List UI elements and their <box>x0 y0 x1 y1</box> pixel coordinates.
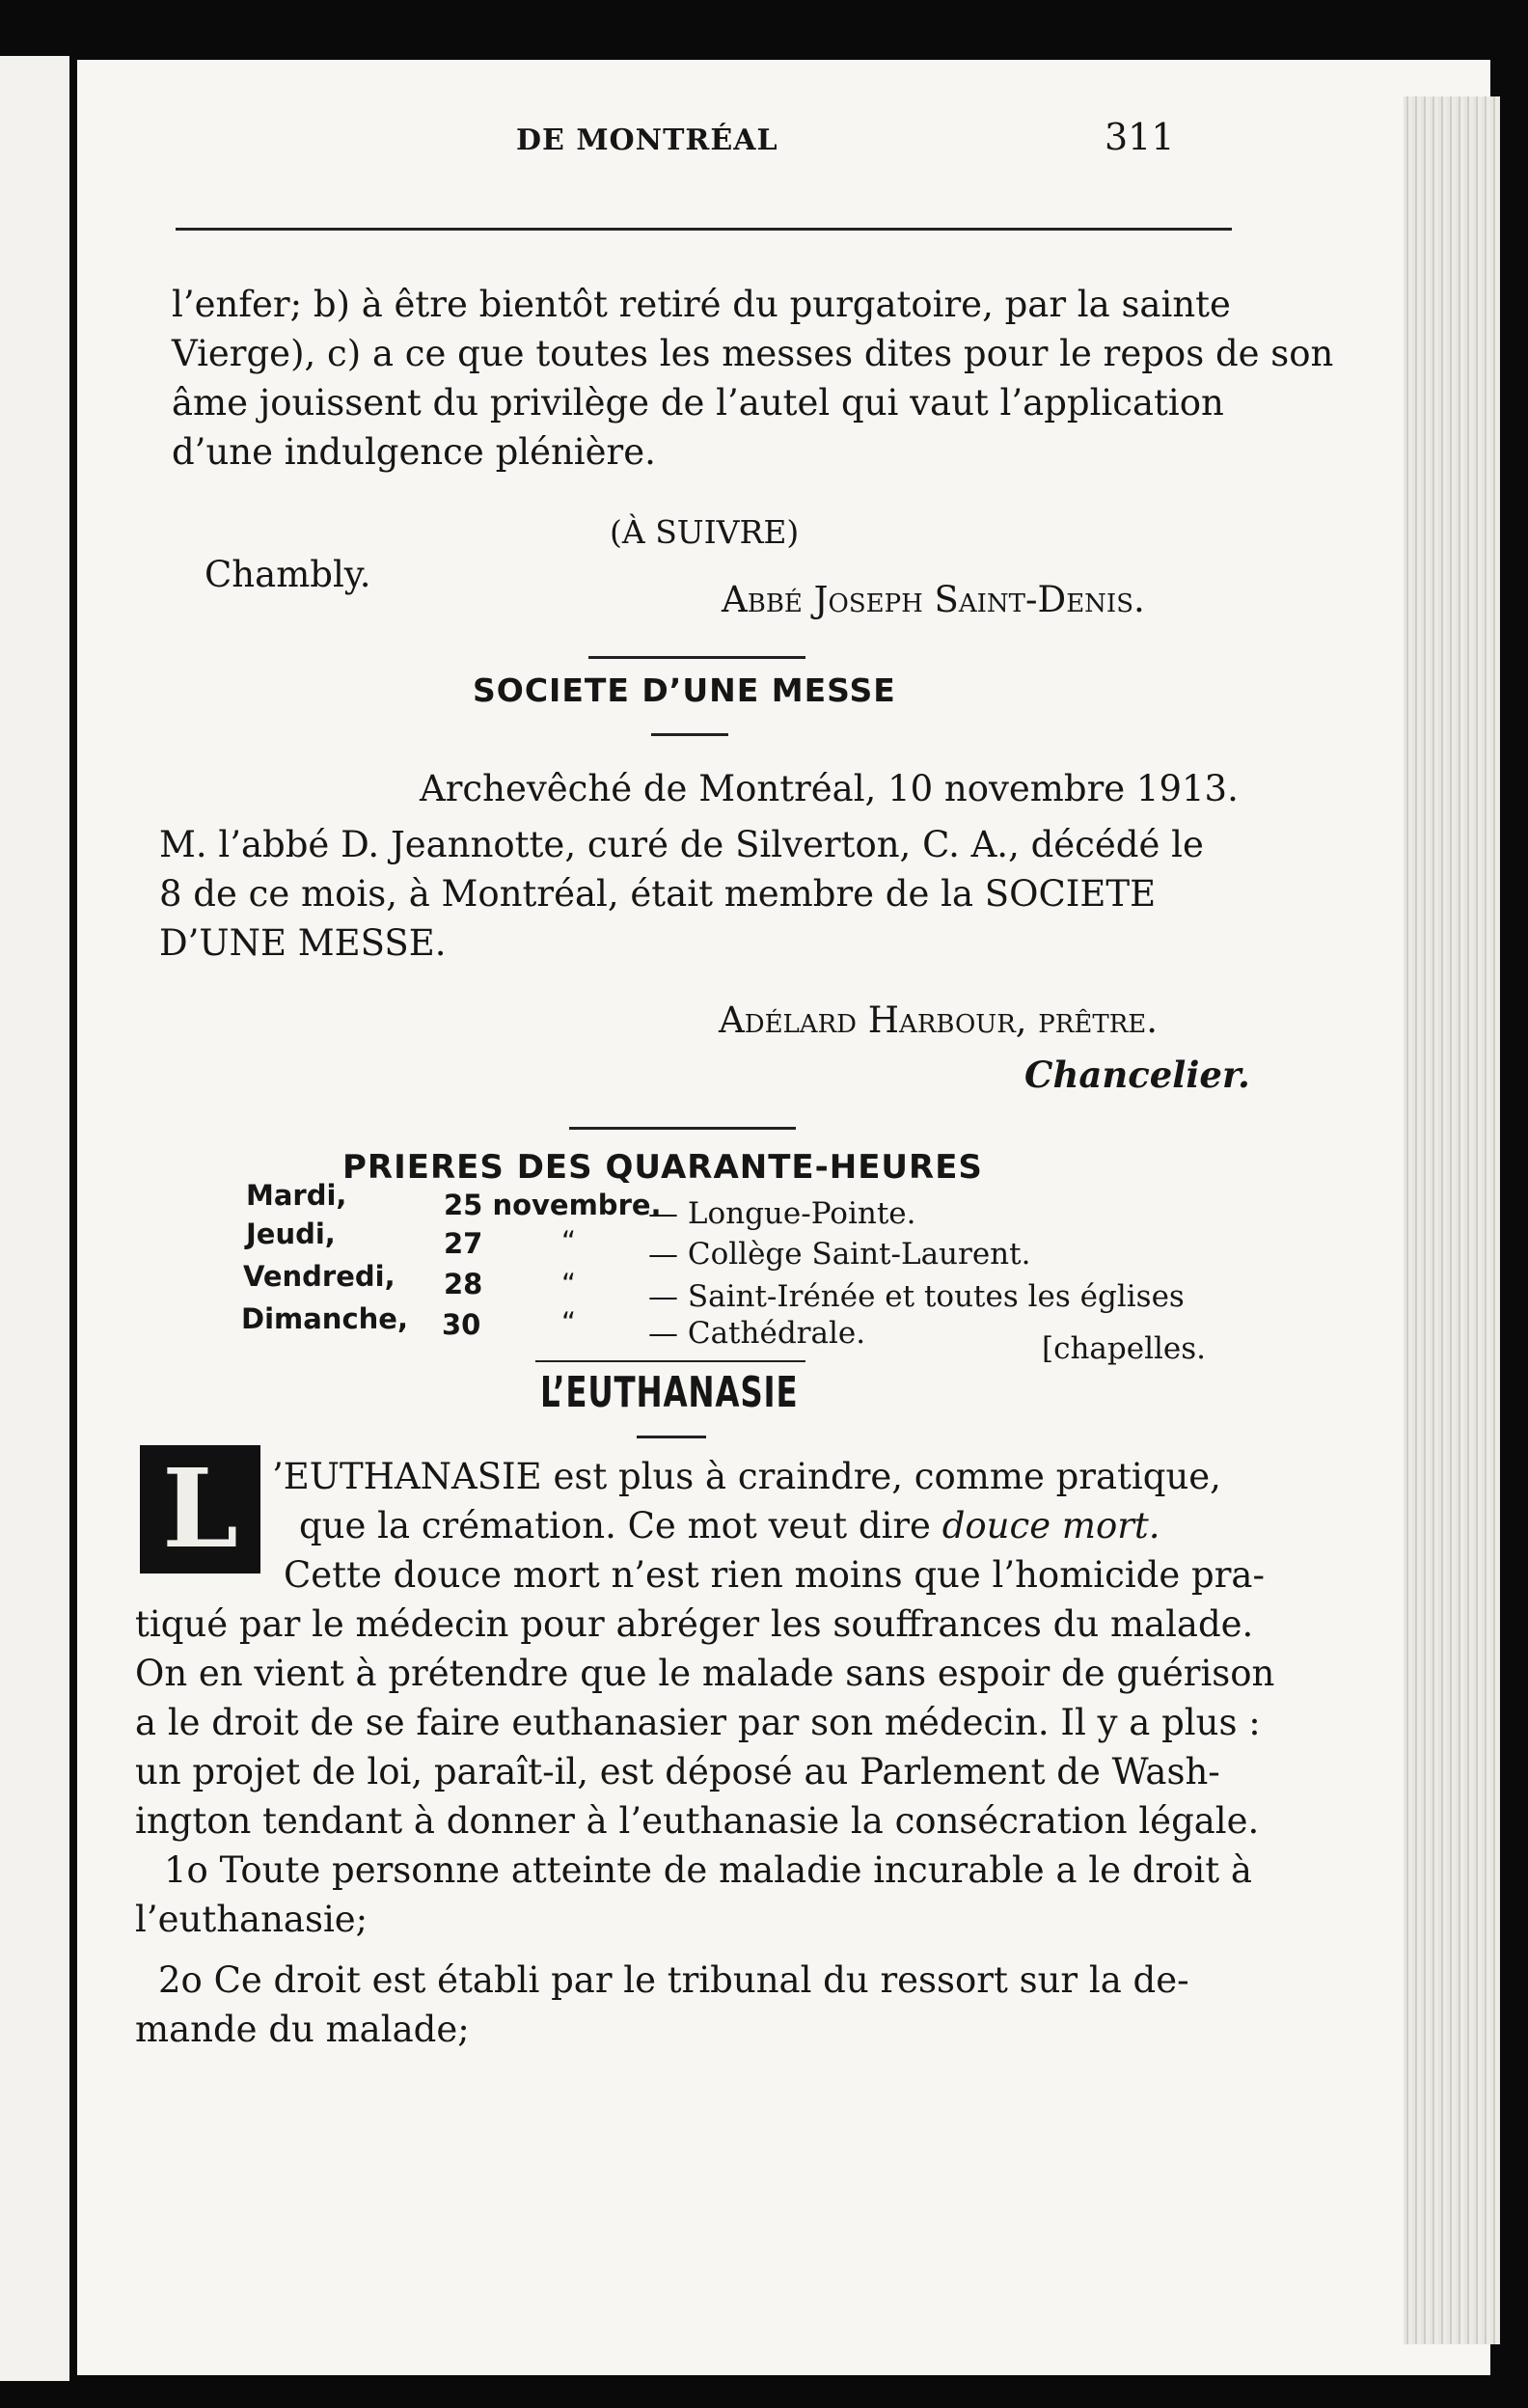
section-heading-euthanasie: L’EUTHANASIE <box>540 1368 799 1417</box>
text-line: ington tendant à donner à l’euthanasie la consécration légale. <box>135 1800 1260 1842</box>
schedule-ditto: “ <box>561 1225 577 1258</box>
text-line: mande du malade; <box>135 2009 470 2050</box>
schedule-place: — Longue-Pointe. <box>648 1196 916 1231</box>
schedule-date: 30 <box>442 1308 481 1341</box>
schedule-date: 25 novembre. <box>444 1189 662 1221</box>
text-line: Vierge), c) a ce que toutes les messes dites pour le repos de son <box>172 333 1334 374</box>
text-line: D’UNE MESSE. <box>159 922 447 964</box>
short-rule <box>651 733 728 736</box>
signature-harbour: Adélard Harbour, prêtre. <box>719 999 1159 1041</box>
page-number: 311 <box>1105 116 1175 158</box>
text-line: 1o Toute personne atteinte de maladie incurable a le droit à <box>164 1849 1252 1891</box>
text-line: a le droit de se faire euthanasier par son médecin. Il y a plus : <box>135 1702 1261 1743</box>
running-header-title: DE MONTRÉAL <box>516 123 778 157</box>
schedule-overflow: [chapelles. <box>1042 1331 1207 1366</box>
schedule-ditto: “ <box>561 1268 577 1300</box>
text-line: l’euthanasie; <box>135 1899 368 1940</box>
text-line: âme jouissent du privilège de l’autel qui vaut l’application <box>172 382 1224 424</box>
place-signoff: Chambly. <box>205 554 371 595</box>
schedule-day: Jeudi, <box>246 1218 336 1250</box>
schedule-day: Mardi, <box>246 1179 347 1212</box>
societe-paragraph <box>159 820 1230 968</box>
text-line: ’EUTHANASIE est plus à craindre, comme pratique, <box>272 1456 1221 1497</box>
text-line: On en vient à prétendre que le malade sans espoir de guérison <box>135 1653 1275 1694</box>
euthanasie-body <box>135 1600 1275 2054</box>
text-segment: que la crémation. Ce mot veut dire <box>299 1505 931 1546</box>
header-rule <box>176 228 1232 231</box>
continuation-paragraph <box>172 280 1334 477</box>
short-rule <box>637 1436 706 1438</box>
section-divider <box>588 656 805 659</box>
text-line: d’une indulgence plénière. <box>172 431 656 473</box>
schedule-day: Vendredi, <box>243 1260 396 1293</box>
text-line: un projet de loi, paraît-il, est déposé au Parlement de Wash- <box>135 1751 1220 1792</box>
schedule-ditto: “ <box>561 1306 577 1339</box>
schedule-place: — Cathédrale. <box>648 1316 866 1351</box>
section-heading-societe: SOCIETE D’UNE MESSE <box>473 671 896 709</box>
text-line: 2o Ce droit est établi par le tribunal du ressort sur la de- <box>158 1959 1189 2001</box>
italic-phrase: douce mort. <box>941 1505 1160 1546</box>
section-heading-prieres: PRIERES DES QUARANTE-HEURES <box>342 1148 983 1187</box>
schedule-date: 27 <box>444 1227 483 1260</box>
text-line <box>272 1501 1198 1550</box>
section-divider <box>535 1360 805 1362</box>
text-line: M. l’abbé D. Jeannotte, curé de Silverton, C. A., décédé le <box>159 824 1204 865</box>
section-divider <box>569 1127 796 1130</box>
drop-cap-letter: L <box>140 1445 260 1573</box>
dateline: Archevêché de Montréal, 10 novembre 1913. <box>420 768 1239 809</box>
author-signature: Abbé Joseph Saint-Denis. <box>722 579 1145 620</box>
schedule-day: Dimanche, <box>241 1302 408 1335</box>
text-line: 8 de ce mois, à Montréal, était membre de la SOCIETE <box>159 873 1157 915</box>
text-line: Cette douce mort n’est rien moins que l’homicide pra- <box>284 1554 1265 1596</box>
schedule-place: — Collège Saint-Laurent. <box>648 1237 1031 1272</box>
text-line: l’enfer; b) à être bientôt retiré du purgatoire, par la sainte <box>172 284 1231 325</box>
text-line: tiqué par le médecin pour abréger les souffrances du malade. <box>135 1603 1254 1645</box>
schedule-date: 28 <box>444 1268 483 1300</box>
schedule-place: — Saint-Irénée et toutes les églises <box>648 1279 1185 1314</box>
signature-role: Chancelier. <box>1024 1054 1250 1096</box>
to-follow-note: (À SUIVRE) <box>610 513 800 551</box>
euthanasie-opening <box>272 1452 1265 1600</box>
